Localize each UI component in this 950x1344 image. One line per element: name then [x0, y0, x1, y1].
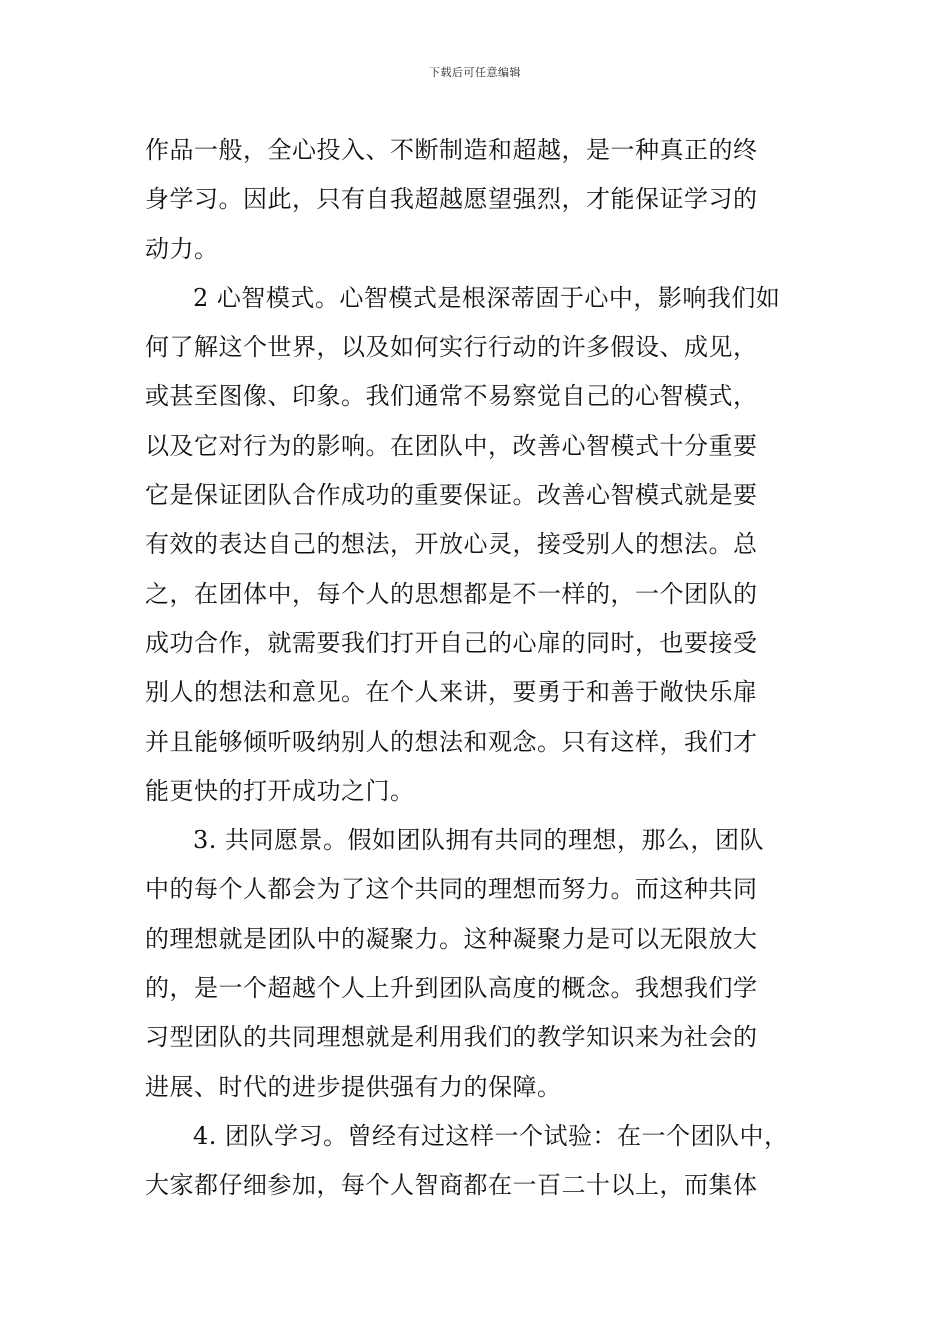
header-note: 下载后可任意编辑 [429, 66, 521, 79]
text-line: 成功合作，就需要我们打开自己的心扉的同时，也要接受 [145, 628, 758, 657]
text-line: 别人的想法和意见。在个人来讲，要勇于和善于敞快乐扉 [145, 678, 758, 707]
text-line: 或甚至图像、印象。我们通常不易察觉自己的心智模式， [145, 382, 758, 411]
body-text [145, 126, 810, 1211]
text-line: 中的每个人都会为了这个共同的理想而努力。而这种共同 [145, 875, 758, 904]
text-line: 动力。 [145, 234, 219, 263]
text-line: 何了解这个世界，以及如何实行行动的许多假设、成见， [145, 333, 758, 362]
text-line: 并且能够倾听吸纳别人的想法和观念。只有这样，我们才 [145, 727, 758, 756]
text-line: 能更快的打开成功之门。 [145, 776, 415, 805]
text-line: 它是保证团队合作成功的重要保证。改善心智模式就是要 [145, 481, 758, 510]
text-line: 身学习。因此，只有自我超越愿望强烈，才能保证学习的 [145, 185, 758, 214]
text-line: 以及它对行为的影响。在团队中，改善心智模式十分重要 [145, 431, 758, 460]
text-line: 的，是一个超越个人上升到团队高度的概念。我想我们学 [145, 974, 758, 1003]
text-line: 进展、时代的进步提供强有力的保障。 [145, 1072, 562, 1101]
text-line: 之，在团体中，每个人的思想都是不一样的，一个团队的 [145, 579, 758, 608]
text-line: 大家都仔细参加，每个人智商都在一百二十以上，而集体 [145, 1171, 758, 1200]
text-line: 的理想就是团队中的凝聚力。这种凝聚力是可以无限放大 [145, 924, 758, 953]
text-line: 4. 团队学习。曾经有过这样一个试验：在一个团队中， [193, 1121, 789, 1150]
text-line: 2 心智模式。心智模式是根深蒂固于心中，影响我们如 [193, 283, 781, 312]
text-line: 3. 共同愿景。假如团队拥有共同的理想，那么，团队 [193, 826, 765, 855]
text-line: 作品一般，全心投入、不断制造和超越，是一种真正的终 [145, 136, 758, 164]
text-line: 习型团队的共同理想就是利用我们的教学知识来为社会的 [145, 1023, 758, 1052]
text-line: 有效的表达自己的想法，开放心灵，接受别人的想法。总 [145, 530, 758, 559]
